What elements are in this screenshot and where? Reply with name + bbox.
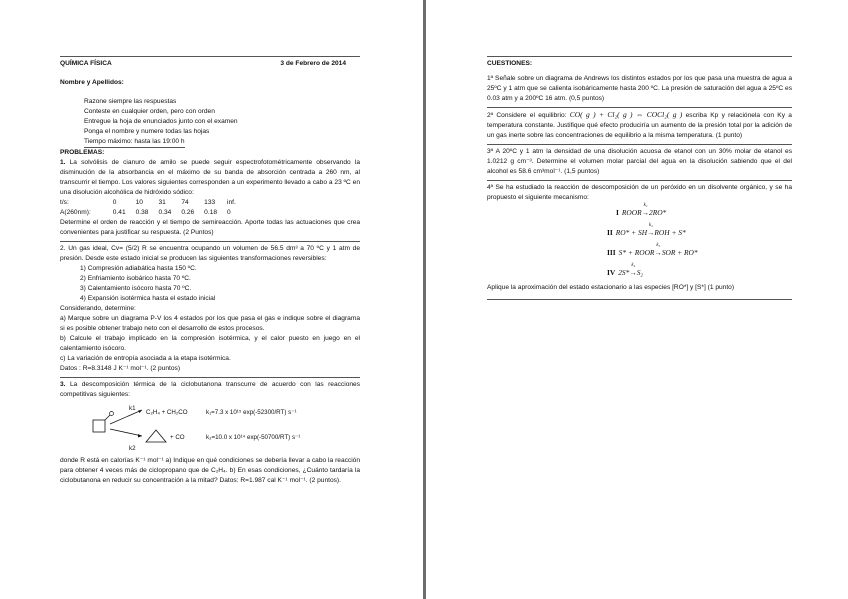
question-3: 3ª A 20ºC y 1 atm la densidad de una disolución acuosa de etanol con un 30% molar de etanol es 1.0212 g cm⁻³. Determine el volumen molar parcial del agua en la disolución sabiendo que el del alcohol es 58.6 cm³mol⁻¹. (1,5 puntos) (487, 148, 792, 175)
exam-header (60, 56, 360, 69)
arrowhead-1-icon (138, 410, 142, 413)
instruction-item: Conteste en cualquier orden, pero con orden (84, 108, 215, 115)
step-products: SOR + RO* (661, 248, 698, 257)
step-number: III (607, 248, 616, 257)
question-4: 4ª Se ha estudiado la reacción de descomposición de un peróxido en un disolvente orgánico, y se ha propuesto el siguiente mecanismo: (487, 184, 792, 201)
step-item: 3) Calentamiento isócoro hasta 70 ºC. (80, 285, 192, 292)
instructions-list (60, 97, 360, 148)
problem-3-number: 3. (60, 381, 66, 388)
divider (487, 107, 792, 108)
rate-constant-1: k₁=7.3 x 10¹⁵ exp(-52300/RT) s⁻¹ (206, 409, 297, 416)
rate-constant-label: k₂ (649, 223, 653, 228)
equilibrium-equation: CO( g ) + Cl₂( g ) ⇔ COCl₂( g ) (569, 110, 683, 119)
table-cell: 74 (181, 199, 189, 206)
questions-heading: CUESTIONES: (487, 56, 792, 69)
problem-1-text (60, 158, 360, 198)
carbonyl-bond-icon (105, 415, 110, 420)
problem-2-steps (60, 264, 360, 304)
rate-constant-2: k₂=10.0 x 10¹⁴ exp(-50700/RT) s⁻¹ (206, 434, 301, 441)
table-row (60, 208, 246, 218)
question-2-intro: 2ª Considere el equilibrio: (487, 112, 567, 119)
step-products: S₂ (636, 268, 643, 277)
problem-2-part-b: b) Calcule el trabajo implicado en la compresión isotérmica, y el calor puesto en juego en el calentamiento isócoro. (60, 335, 360, 352)
reaction-arrow-icon: k₄ → (629, 263, 636, 283)
reaction-arrow-icon: k₃ → (654, 243, 661, 263)
table-cell: 0 (112, 199, 117, 206)
table-cell: 0.18 (204, 209, 218, 216)
left-page-content (60, 56, 360, 486)
problem-1-question: Determine el orden de reacción y el tiempo de semireacción. Aporte todas las actuaciones que crea convenientes para justificar su respuesta. (2 Puntos) (60, 219, 360, 236)
step-number: I (616, 208, 619, 217)
problem-2-part-c: c) La variación de entropía asociada a la etapa isotérmica. (60, 355, 231, 362)
divider (60, 241, 360, 242)
question-2-statement: escriba Kp y relaciónela con Ky a temperatura constante. Justifique qué efecto produciría un aumento de la presión total por la adición de un gas inerte sobre las concentraciones de equilibrio a la misma temperatura. (1 punto) (487, 112, 792, 139)
cyclopropane-icon (146, 430, 166, 442)
reaction-arrow-icon: k₂ → (647, 223, 654, 243)
mechanism-steps (487, 203, 792, 283)
course-title: QUÍMICA FÍSICA (60, 60, 112, 67)
reaction-arrow-1-icon (110, 410, 142, 424)
oxygen-atom-icon (110, 412, 114, 416)
question-4-task: Aplique la aproximación del estado estacionario a las especies [RO*] y [S*] (1 punto) (487, 284, 735, 291)
problem-2-consider: Considerando, determine: (60, 305, 136, 312)
reaction-arrow-icon: k₁ → (642, 203, 649, 223)
step-reactants: 2S* (618, 268, 630, 277)
table-cell: 10 (135, 199, 143, 206)
step-reactants: ROOR (621, 208, 642, 217)
rate-constant-label: k₄ (631, 263, 636, 268)
cyclobutanone-ring-icon (93, 420, 105, 432)
step-item: 4) Expansión isotérmica hasta el estado inicial (80, 295, 216, 302)
right-page-content (487, 56, 792, 302)
k2-label: k2 (129, 445, 136, 452)
problem-2-data: Datos : R=8.3148 J K⁻¹ mol⁻¹. (2 puntos) (60, 365, 181, 372)
question-2 (487, 110, 792, 141)
step-item: 1) Compresión adiabática hasta 150 ºC. (80, 265, 197, 272)
instruction-item: Ponga el nombre y numere todas las hojas (84, 128, 210, 135)
instruction-item: Entregue la hoja de enunciados junto con el examen (84, 118, 238, 125)
exam-date: 3 de Febrero de 2014 (280, 60, 346, 67)
divider (487, 180, 792, 181)
step-reactants: S* + ROOR (618, 248, 655, 257)
problem-1-number: 1. (60, 159, 66, 166)
problem-2-part-a: a) Marque sobre un diagrama P-V los 4 estados por los que pasa el gas e indique sobre el diagrama si es posible obtener trabajo neto con el desarrollo de estos procesos. (60, 315, 360, 332)
problem-2-statement: 2. Un gas ideal, Cv= (5/2) R se encuentra ocupando un volumen de 56.5 dm³ a 70 ºC y 1 atm de presión. Desde este estado inicial se producen las siguientes transformaciones reversibles: (60, 245, 360, 262)
rate-constant-label: k₃ (656, 243, 661, 248)
step-products: 2RO* (649, 208, 667, 217)
reaction-scheme (60, 402, 360, 454)
step-number: II (607, 228, 613, 237)
absorbance-table (60, 198, 246, 218)
mechanism-step (612, 203, 792, 223)
reaction-arrow-2-icon (110, 429, 142, 436)
table-row (60, 198, 246, 208)
product-2-label: + CO (170, 434, 185, 441)
arrowhead-2-icon (138, 434, 142, 438)
product-1-label: C₂H₄ + CH₂CO (146, 409, 188, 416)
problem-1-statement: La solvólisis de cianuro de amilo se puede seguir espectrofotométricamente observando la disminución de la absorbancia en el máximo de su banda de absorción centrada a 260 nm, al transcurrir el tiempo. Los valores siguientes corresponden a un experimento llevado a cabo a 23 ºC en una disolución alcohólica de hidróxido sódico: (60, 159, 360, 196)
table-cell: t/s: (60, 199, 69, 206)
step-item: 2) Enfriamiento isobárico hasta 70 ºC. (80, 275, 191, 282)
mechanism-step (607, 263, 792, 283)
table-cell: 0.41 (112, 209, 126, 216)
rate-constant-label: k₁ (643, 203, 648, 208)
step-reactants: RO* + SH (615, 228, 648, 237)
left-page (0, 0, 423, 599)
table-cell: A(260nm): (60, 209, 91, 216)
k1-label: k1 (129, 405, 136, 412)
divider (60, 377, 360, 378)
problem-3-question: donde R está en calorías K⁻¹ mol⁻¹ a) Indique en qué condiciones se debería llevar a cabo la reacción para obtener 4 veces más de ciclopropano que de C₂H₄. b) En esas condiciones, ¿Cuánto tardaría la ciclobutanona en reducir su concentración a la mitad? Datos: R=1.987 cal K⁻¹ mol⁻¹. (2 puntos). (60, 457, 360, 484)
table-cell: 133 (204, 199, 216, 206)
table-cell: 31 (158, 199, 166, 206)
step-products: ROH + S* (654, 228, 686, 237)
name-field-label: Nombre y Apellidos: (60, 79, 124, 86)
problem-3-text (60, 380, 360, 400)
table-cell: 0.26 (181, 209, 195, 216)
table-cell: inf. (227, 199, 236, 206)
table-cell: 0.38 (135, 209, 149, 216)
instruction-item: Razone siempre las respuestas (84, 98, 177, 105)
right-page (426, 0, 848, 599)
table-cell: 0 (227, 209, 231, 216)
problems-heading: PROBLEMAS: (60, 149, 105, 156)
mechanism-step (607, 223, 792, 243)
step-number: IV (607, 268, 616, 277)
problem-3-statement: La descomposición térmica de la ciclobutanona transcurre de acuerdo con las reacciones competitivas siguientes: (60, 381, 360, 398)
divider (487, 144, 792, 145)
divider (487, 299, 792, 300)
instruction-item: Tiempo máximo: hasta las 19:00 h (84, 137, 185, 148)
table-cell: 0.34 (158, 209, 172, 216)
question-1: 1ª Señale sobre un diagrama de Andrews los distintos estados por los que pasa una muestra de agua a 25ºC y 1 atm que se calienta isobáricamente hasta 200 ºC. La presión de saturación del agua a 25ºC es 0.03 atm y a 200ºC 16 atm. (0,5 puntos) (487, 75, 792, 102)
